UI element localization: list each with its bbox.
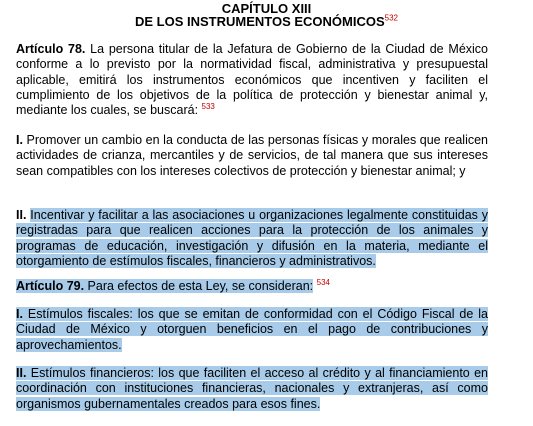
article-78-label: Artículo 78. [16, 42, 86, 56]
article-78-paragraph [16, 42, 488, 118]
definition-1-paragraph [16, 307, 488, 353]
article-78-text: La persona titular de la Jefatura de Gobierno de la Ciudad de México conforme a lo previsto por la normatividad fiscal, administrativa y presupuestal aplicable, emitirá los instrumentos económicos que incentiven y faciliten el cumplimiento de los objetivos de la política de protección y bienestar animal y, mediante los cuales, se buscará: [16, 42, 488, 118]
definition-2-label: II. [16, 366, 27, 380]
item-1-paragraph [16, 133, 488, 179]
article-79-paragraph [16, 279, 488, 294]
definition-2-text: Estímulos financieros: los que faciliten el acceso al crédito y al financiamiento en coordinación con instituciones financieras, nacionales y extranjeras, así como organismos gubernamentales creados para esos fines. [16, 366, 488, 411]
item-2-paragraph [16, 208, 488, 269]
definition-2-highlighted[interactable] [16, 366, 488, 411]
item-2-label: II. [16, 208, 27, 222]
chapter-title: DE LOS INSTRUMENTOS ECONÓMICOS$^{532}$ [134, 13, 399, 29]
definition-2-paragraph [16, 366, 488, 412]
footnote-ref-532[interactable]: 532 [384, 13, 399, 23]
footnote-ref-534[interactable]: 534 [316, 277, 330, 287]
article-79-highlighted[interactable] [16, 279, 313, 293]
item-2-text-highlighted[interactable]: Incentivar y facilitar a las asociaciones u organizaciones legalmente constituidas y registradas para que realicen acciones para la protección de los animales y programas de educación, investigación y difusión en la materia, mediante el otorgamiento de estímulos fiscales, financieros y administrativos. [16, 208, 488, 268]
chapter-number: CAPÍTULO XIII [221, 1, 312, 16]
definition-1-label: I. [16, 307, 23, 321]
article-79-label: Artículo 79. [16, 279, 85, 293]
item-1-text: Promover un cambio en la conducta de las personas físicas y morales que realicen actividades de crianza, mercantiles y de servicios, de tal manera que sus intereses sean compatibles con los intereses colectivos de protección y bienestar animal; y [16, 133, 488, 178]
definition-1-text: Estímulos fiscales: los que se emitan de conformidad con el Código Fiscal de la Ciudad de México y otorguen beneficios en el pago de contribuciones y aprovechamientos. [16, 307, 488, 352]
definition-1-highlighted[interactable] [16, 307, 488, 352]
item-1-label: I. [16, 133, 23, 147]
footnote-ref-533[interactable]: 533 [201, 102, 215, 112]
article-79-text: Para efectos de esta Ley, se consideran: [84, 279, 314, 293]
